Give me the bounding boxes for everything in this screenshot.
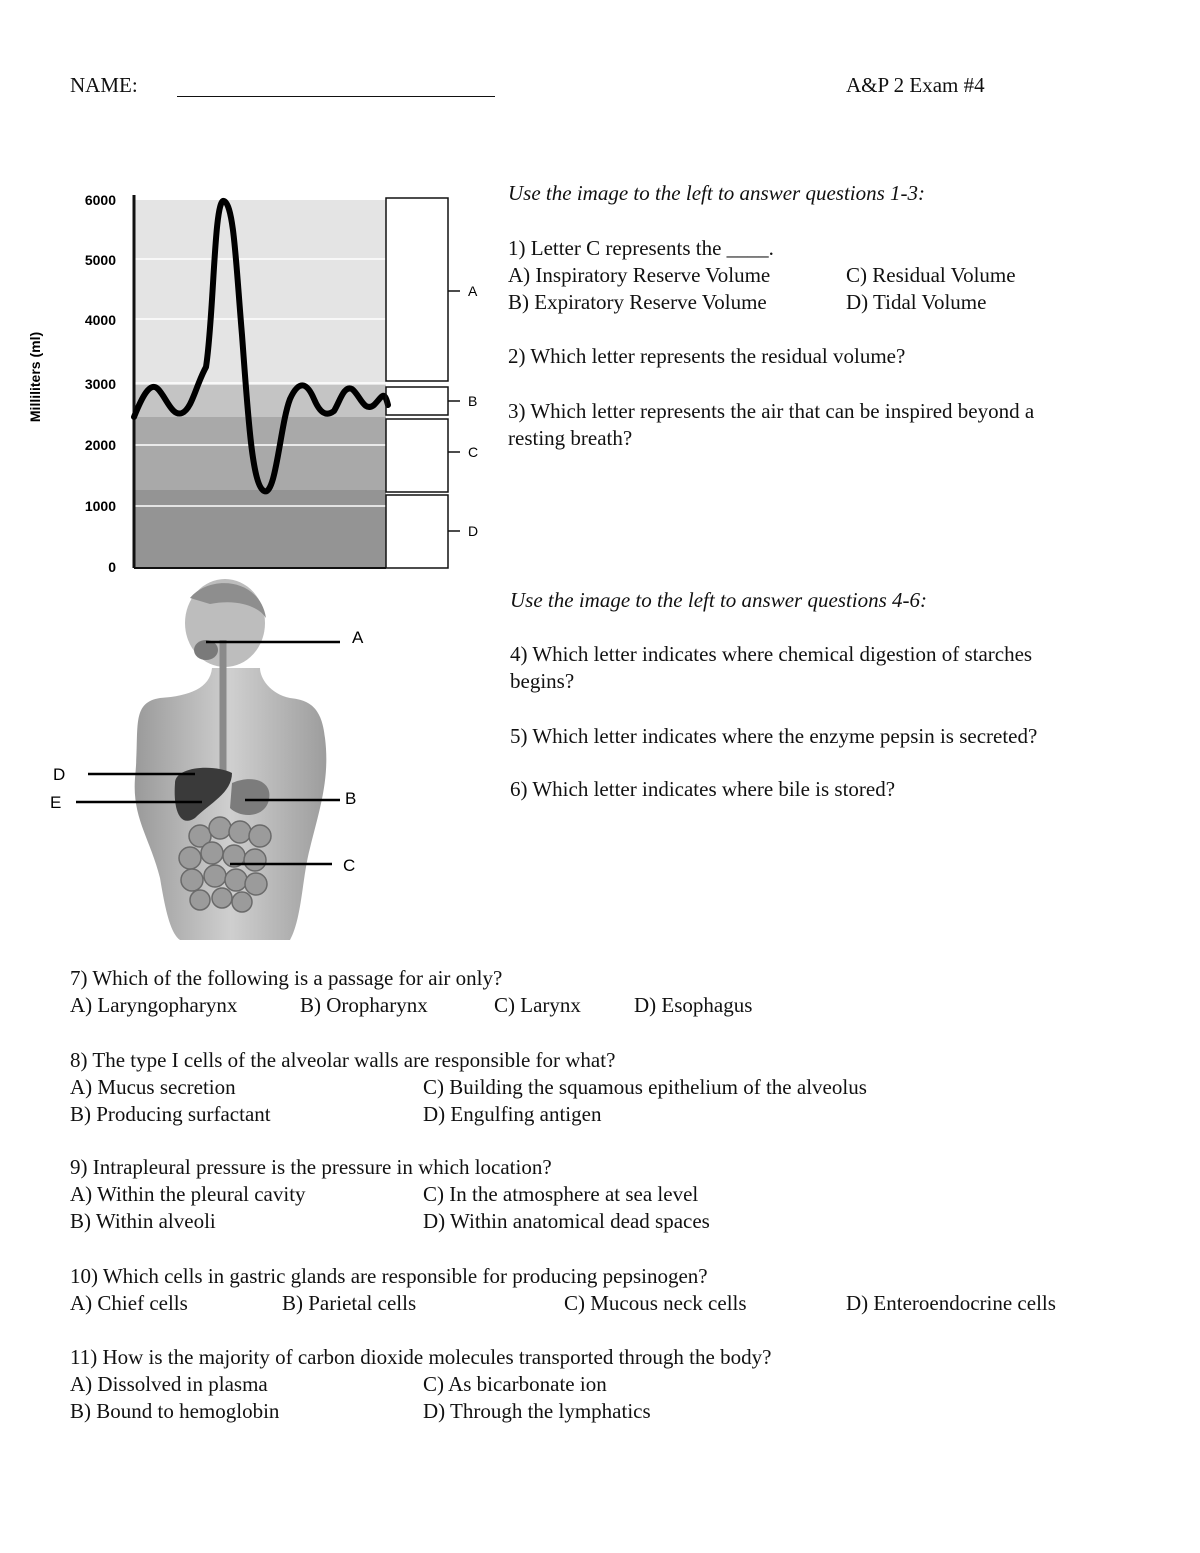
question-8: 8) The type I cells of the alveolar walls are responsible for what? [70,1048,616,1072]
organ-letter-a: A [352,628,364,647]
q9-option-c: C) In the atmosphere at sea level [423,1182,699,1206]
y-axis-label: Milliliters (ml) [27,331,43,423]
q11-option-b: B) Bound to hemoglobin [70,1399,280,1423]
organ-letter-e: E [50,793,62,812]
section2-instruction: Use the image to the left to answer questions 4-6: [510,588,928,612]
q11-option-c: C) As bicarbonate ion [423,1372,607,1396]
q1-option-c: C) Residual Volume [846,263,1016,287]
lung-volumes-diagram [20,185,500,580]
q8-option-d: D) Engulfing antigen [423,1102,602,1126]
q8-option-c: C) Building the squamous epithelium of the alveolus [423,1075,867,1099]
ytick: 5000 [84,252,116,268]
bracket-letter: C [468,444,479,460]
q1-option-a: A) Inspiratory Reserve Volume [508,263,771,287]
q7-option-a: A) Laryngopharynx [70,993,238,1017]
band-irv [134,200,386,385]
q10-option-c: C) Mucous neck cells [564,1291,747,1315]
digestive-system-diagram [40,578,380,943]
question-6: 6) Which letter indicates where bile is stored? [510,777,896,801]
q11-option-a: A) Dissolved in plasma [70,1372,268,1396]
ytick: 1000 [84,498,116,514]
q1-option-d: D) Tidal Volume [846,290,987,314]
ytick: 6000 [84,192,116,208]
ytick: 2000 [84,437,116,453]
q7-option-d: D) Esophagus [634,993,753,1017]
q7-option-c: C) Larynx [494,993,581,1017]
name-label: NAME: [70,73,138,97]
question-7: 7) Which of the following is a passage for air only? [70,966,503,990]
q9-option-d: D) Within anatomical dead spaces [423,1209,710,1233]
section1-instruction: Use the image to the left to answer questions 1-3: [508,181,926,205]
question-4-line2: begins? [510,669,575,693]
q10-option-b: B) Parietal cells [282,1291,417,1315]
organ-letter-c: C [343,856,356,875]
q9-option-b: B) Within alveoli [70,1209,216,1233]
q8-option-a: A) Mucus secretion [70,1075,236,1099]
q10-option-d: D) Enteroendocrine cells [846,1291,1056,1315]
bracket-letter: B [468,393,478,409]
question-4-line1: 4) Which letter indicates where chemical digestion of starches [510,642,1033,666]
question-1: 1) Letter C represents the ____. [508,236,774,260]
q1-option-b: B) Expiratory Reserve Volume [508,290,767,314]
q10-option-a: A) Chief cells [70,1291,188,1315]
q7-option-b: B) Oropharynx [300,993,428,1017]
bracket-letter: D [468,523,479,539]
q9-option-a: A) Within the pleural cavity [70,1182,306,1206]
question-5: 5) Which letter indicates where the enzyme pepsin is secreted? [510,724,1038,748]
organ-letter-b: B [345,789,357,808]
ytick: 0 [108,559,116,575]
organ-letter-d: D [53,765,66,784]
band-rv [134,490,386,567]
bracket-letter: A [468,283,478,299]
volume-brackets [386,198,460,568]
question-3-line1: 3) Which letter represents the air that can be inspired beyond a [508,399,1035,423]
question-11: 11) How is the majority of carbon dioxide molecules transported through the body? [70,1345,772,1369]
question-3-line2: resting breath? [508,426,633,450]
q8-option-b: B) Producing surfactant [70,1102,271,1126]
name-field[interactable] [177,96,495,97]
q11-option-d: D) Through the lymphatics [423,1399,651,1423]
ytick: 3000 [84,376,116,392]
ytick: 4000 [84,312,116,328]
exam-title: A&P 2 Exam #4 [846,73,985,97]
question-9: 9) Intrapleural pressure is the pressure in which location? [70,1155,552,1179]
question-2: 2) Which letter represents the residual volume? [508,344,906,368]
question-10: 10) Which cells in gastric glands are responsible for producing pepsinogen? [70,1264,708,1288]
